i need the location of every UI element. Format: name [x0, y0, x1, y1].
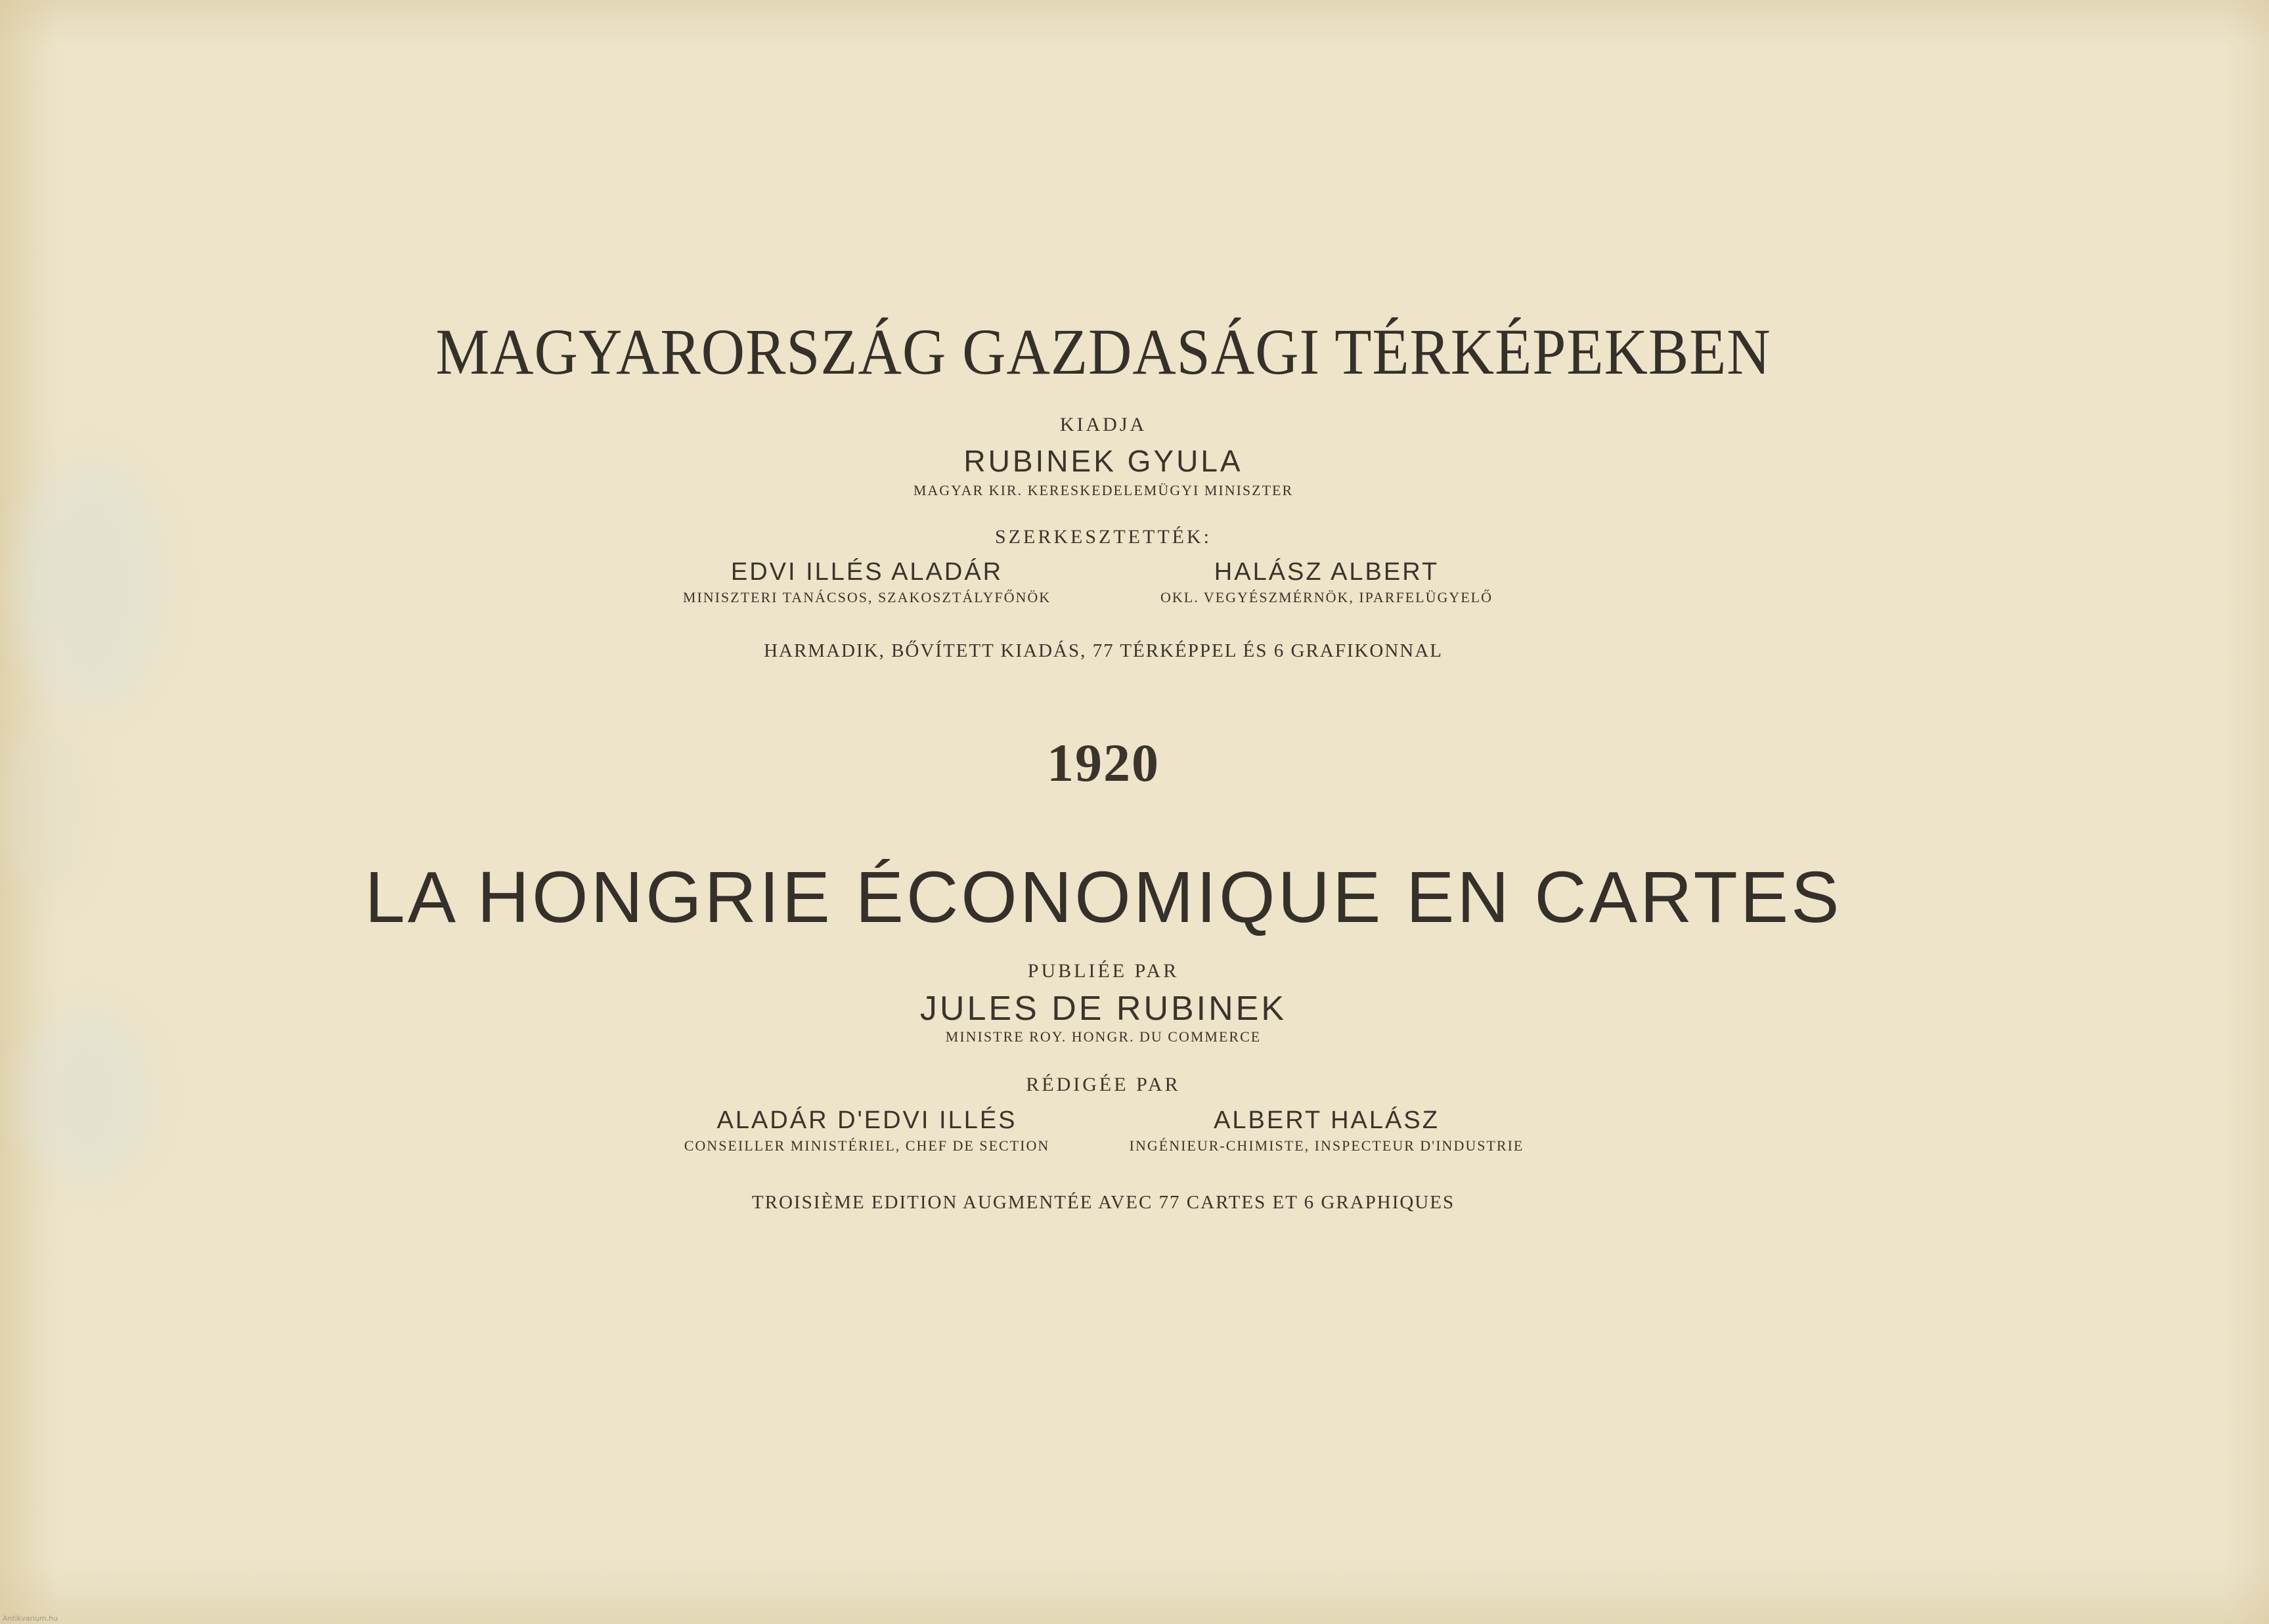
editor-name: ALADÁR D'EDVI ILLÉS — [716, 1107, 1017, 1134]
hungarian-editor-1 — [657, 558, 1077, 606]
publication-year: 1920 — [1047, 733, 1160, 793]
hungarian-editors-label: SZERKESZTETTÉK: — [995, 526, 1212, 548]
editor-name: EDVI ILLÉS ALADÁR — [730, 558, 1003, 586]
french-title: LA HONGRIE ÉCONOMIQUE EN CARTES — [364, 857, 1842, 938]
hungarian-editor-2 — [1116, 558, 1537, 606]
french-editor-1 — [657, 1107, 1077, 1154]
hungarian-publisher-role: MAGYAR KIR. KERESKEDELEMÜGYI MINISZTER — [913, 482, 1294, 498]
editor-name: ALBERT HALÁSZ — [1214, 1107, 1440, 1134]
french-publisher-role: MINISTRE ROY. HONGR. DU COMMERCE — [945, 1028, 1262, 1045]
hungarian-publisher-label: KIADJA — [1059, 414, 1147, 435]
editor-name: HALÁSZ ALBERT — [1214, 558, 1440, 586]
french-editors-label: RÉDIGÉE PAR — [1026, 1074, 1181, 1095]
editor-role: OKL. VEGYÉSZMÉRNÖK, IPARFELÜGYELŐ — [1160, 589, 1493, 605]
hungarian-title: MAGYARORSZÁG GAZDASÁGI TÉRKÉPEKBEN — [435, 315, 1771, 388]
french-publisher-name: JULES DE RUBINEK — [919, 990, 1287, 1028]
hungarian-edition-line: HARMADIK, BŐVÍTETT KIADÁS, 77 TÉRKÉPPEL ÉS 6 GRAFIKONNAL — [764, 640, 1443, 661]
french-edition-line: TROISIÈME EDITION AUGMENTÉE AVEC 77 CARTES ET 6 GRAPHIQUES — [751, 1192, 1455, 1213]
hungarian-publisher-name: RUBINEK GYULA — [963, 444, 1243, 478]
french-publisher-label: PUBLIÉE PAR — [1027, 960, 1179, 982]
editor-role: INGÉNIEUR-CHIMISTE, INSPECTEUR D'INDUSTRIE — [1129, 1137, 1524, 1154]
editor-role: MINISZTERI TANÁCSOS, SZAKOSZTÁLYFŐNÖK — [682, 589, 1051, 605]
editor-role: CONSEILLER MINISTÉRIEL, CHEF DE SECTION — [684, 1137, 1050, 1154]
watermark-text: Antikvarium.hu — [3, 1614, 58, 1623]
french-editor-2 — [1116, 1107, 1537, 1154]
